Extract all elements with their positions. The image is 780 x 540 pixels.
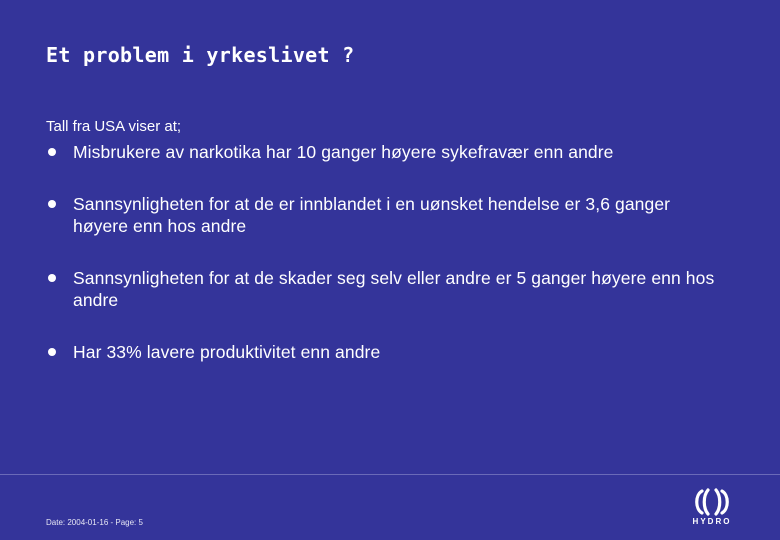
bullet-item xyxy=(46,267,726,311)
bullet-item xyxy=(46,341,726,363)
bullet-item xyxy=(46,193,726,237)
bullet-text: Sannsynligheten for at de skader seg selv eller andre er 5 ganger høyere enn hos andre xyxy=(73,268,715,310)
bullet-text: Misbrukere av narkotika har 10 ganger høyere sykefravær enn andre xyxy=(73,142,614,162)
bullet-text: Har 33% lavere produktivitet enn andre xyxy=(73,342,381,362)
hydro-logo-icon xyxy=(690,488,734,516)
bullet-list xyxy=(46,141,726,363)
footer-divider xyxy=(0,474,780,475)
intro-text: Tall fra USA viser at; xyxy=(46,118,182,135)
hydro-logo xyxy=(690,488,734,528)
bullet-item xyxy=(46,141,726,163)
footer-date-page: Date: 2004-01-16 - Page: 5 xyxy=(46,518,143,527)
slide-title: Et problem i yrkeslivet ? xyxy=(46,43,355,67)
bullet-text: Sannsynligheten for at de er innblandet i en uønsket hendelse er 3,6 ganger høyere enn hos andre xyxy=(73,194,671,236)
bullet-dot-icon xyxy=(48,200,56,208)
bullet-dot-icon xyxy=(48,148,56,156)
bullet-dot-icon xyxy=(48,274,56,282)
bullet-dot-icon xyxy=(48,348,56,356)
logo-wordmark: HYDRO xyxy=(692,517,732,526)
